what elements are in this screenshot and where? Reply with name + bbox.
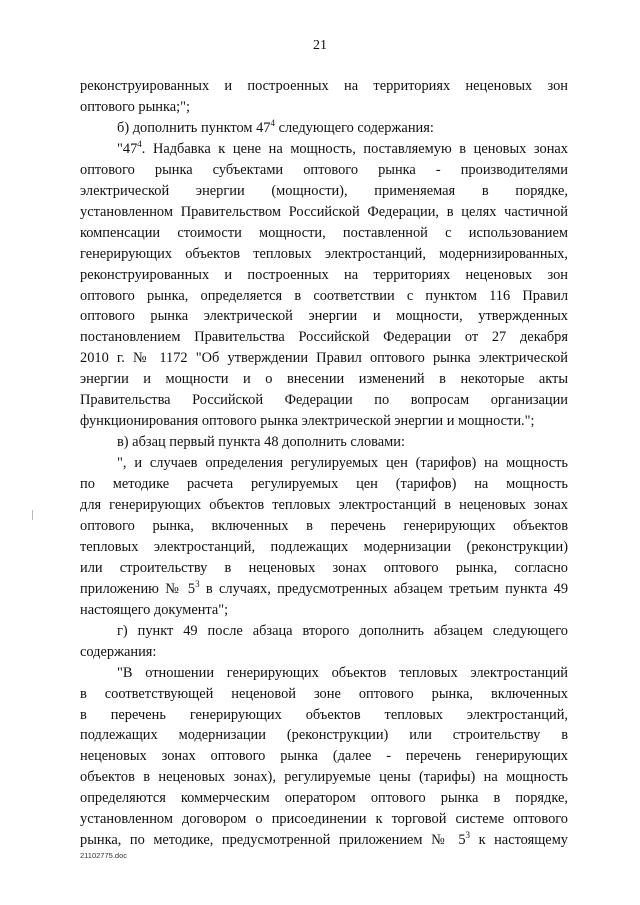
text-segment: оптового рынка;"; (80, 98, 191, 115)
text-line (80, 286, 568, 306)
text-line (117, 139, 568, 159)
text-segment: реконструированных и построенных на территориях неценовых зон (80, 78, 568, 94)
text-segment: настоящего документа"; (80, 601, 229, 618)
text-line (80, 369, 568, 389)
text-segment: установленном Правительством Российской Федерации, в целях частичной (80, 203, 568, 220)
text-line (117, 432, 568, 452)
text-line (117, 621, 568, 641)
text-segment: содержания: (80, 643, 157, 660)
text-line (80, 642, 568, 662)
footer-file-code: 21102775.doc (80, 851, 127, 860)
superscript: 3 (195, 578, 200, 589)
text-line (80, 327, 568, 347)
text-line (80, 746, 568, 766)
text-line (80, 579, 568, 599)
text-segment: . Надбавка к цене на мощность, поставляемую в ценовых зонах (141, 140, 568, 157)
text-segment: определяются коммерческим оператором оптового рынка в порядке, (80, 790, 568, 807)
text-segment: объектов в неценовых зонах), регулируемые цены (тарифы) на мощность (80, 769, 568, 786)
text-line (80, 390, 568, 410)
text-segment: оптового рынка электрической энергии и мощности, утвержденных (80, 308, 568, 325)
text-line (117, 118, 568, 138)
text-segment: "47 (117, 140, 138, 157)
text-line (80, 725, 568, 745)
text-segment: для генерирующих объектов тепловых электростанций в неценовых зонах (80, 497, 568, 513)
text-line (80, 830, 568, 850)
text-segment: генерирующих объектов тепловых электростанций, модернизированных, (80, 245, 568, 262)
text-segment: установленном договором о присоединении к торговой системе оптового (80, 811, 568, 828)
text-segment: 2010 г. № 1172 "Об утверждении Правил оптового рынка электрической (80, 350, 568, 367)
text-line (80, 474, 568, 494)
text-segment: Правительства Российской Федерации по вопросам организации (80, 392, 568, 409)
text-segment: приложению № 5 (80, 580, 196, 597)
text-segment: или строительству в неценовых зонах оптового рынка, согласно (80, 559, 568, 576)
text-line (80, 411, 568, 431)
text-line (80, 306, 568, 326)
text-segment: энергии и мощности и о внесении изменений в некоторые акты (80, 371, 568, 388)
text-segment: постановлением Правительства Российской Федерации от 27 декабря (80, 329, 568, 346)
text-line (80, 684, 568, 704)
text-segment: рынка, по методике, предусмотренной приложением № 5 (80, 832, 466, 849)
text-segment: по методике расчета регулируемых цен (тарифов) на мощность (80, 476, 568, 493)
text-segment: электрической энергии (мощности), применяемая в порядке, (80, 182, 568, 199)
text-line (80, 809, 568, 829)
text-segment: неценовых зонах оптового рынка (далее - перечень генерирующих (80, 748, 568, 765)
text-line (80, 705, 568, 725)
text-segment: оптового рынка субъектами оптового рынка - производителями (80, 161, 568, 178)
margin-mark (32, 510, 33, 520)
text-segment: функционирования оптового рынка электрической энергии и мощности."; (80, 413, 535, 430)
text-line (80, 244, 568, 264)
text-line (80, 223, 568, 243)
text-line (80, 348, 568, 368)
text-line (80, 160, 568, 180)
text-segment: компенсации стоимости мощности, поставленной с использованием (80, 224, 568, 241)
text-line (80, 76, 568, 96)
superscript: 3 (465, 830, 471, 841)
page-number: 21 (313, 38, 327, 53)
text-line (80, 788, 568, 808)
text-line (80, 767, 568, 787)
text-line (80, 181, 568, 201)
text-segment: в случаях, предусмотренных абзацем третьим пункта 49 (199, 580, 569, 597)
text-segment: в перечень генерирующих объектов тепловых электростанций, (80, 706, 568, 723)
text-segment: ", и случаев определения регулируемых цен (тарифов) на мощность (117, 455, 568, 472)
text-line (80, 558, 568, 578)
superscript: 4 (137, 138, 142, 149)
text-segment: реконструированных и построенных на территориях неценовых зон (80, 266, 568, 283)
text-segment: подлежащих модернизации (реконструкции) или строительству в (80, 727, 568, 744)
text-line (80, 537, 568, 557)
text-segment: "В отношении генерирующих объектов тепловых электростанций (117, 664, 568, 681)
text-segment: к настоящему (470, 832, 568, 849)
text-segment: оптового рынка, определяется в соответствии с пунктом 116 Правил (80, 287, 568, 304)
text-segment: в) абзац первый пункта 48 дополнить словами: (117, 434, 405, 451)
text-segment: следующего содержания: (274, 119, 434, 136)
text-segment: тепловых электростанций, подлежащих модернизации (реконструкции) (80, 538, 568, 555)
text-line (80, 97, 568, 117)
text-segment: оптового рынка, включенных в перечень генерирующих объектов (80, 517, 568, 534)
text-segment: б) дополнить пунктом 47 (117, 119, 271, 136)
text-line (80, 516, 568, 536)
text-segment: в соответствующей неценовой зоне оптового рынка, включенных (80, 685, 568, 702)
superscript: 4 (270, 117, 275, 128)
text-line (80, 600, 568, 620)
text-segment: г) пункт 49 после абзаца второго дополнить абзацем следующего (117, 622, 568, 639)
text-line (117, 663, 568, 683)
text-line (117, 453, 568, 473)
text-line (80, 495, 568, 515)
text-line (80, 202, 568, 222)
text-line (80, 265, 568, 285)
